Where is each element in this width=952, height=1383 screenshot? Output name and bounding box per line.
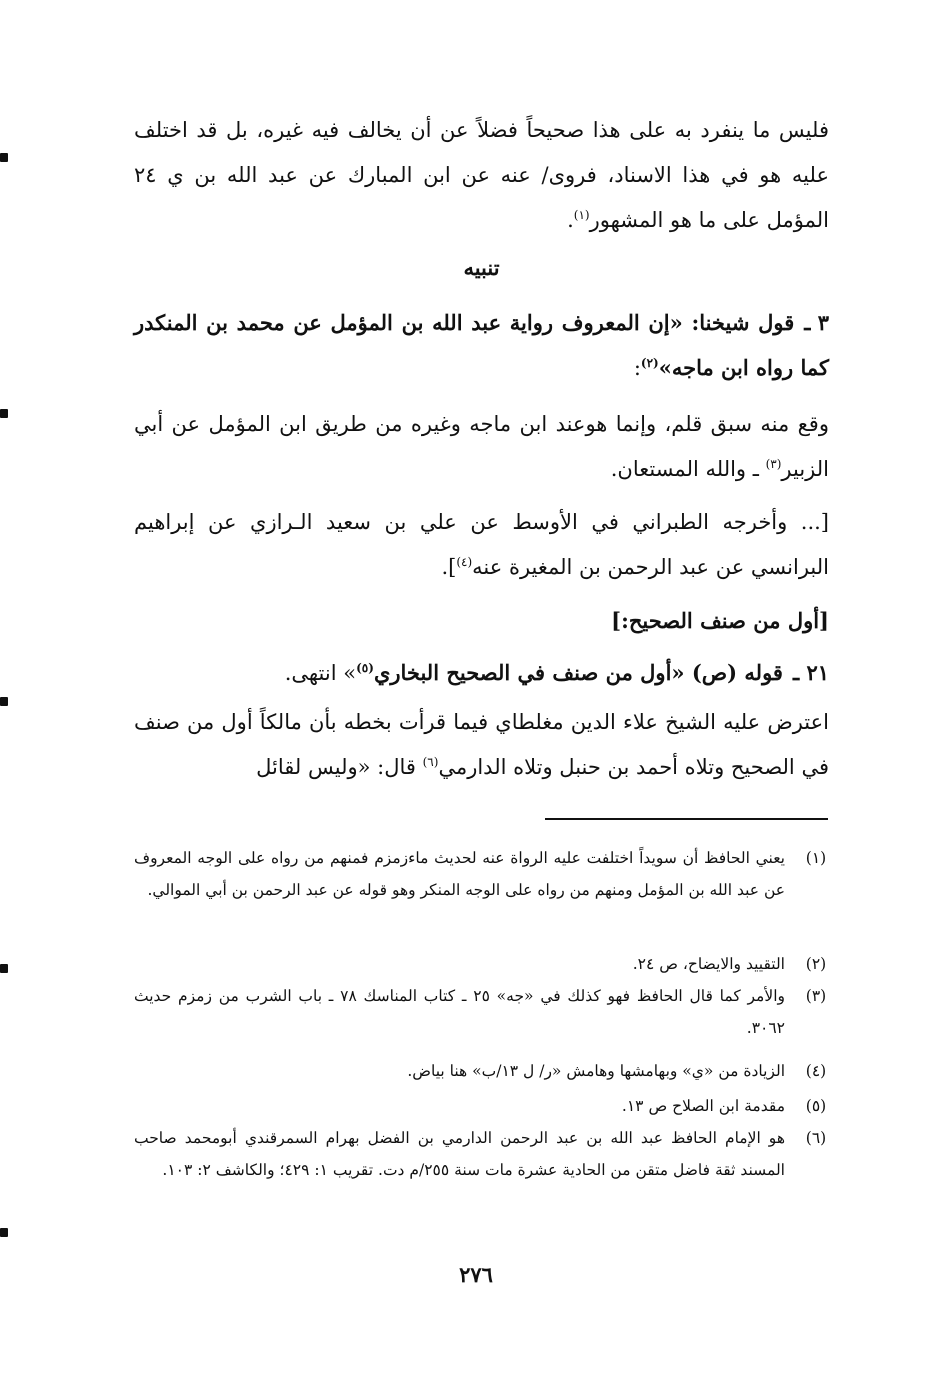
footnote-number: (٦)	[805, 1129, 827, 1147]
footnote-text: هو الإمام الحافظ عبد الله بن عبد الرحمن الدارمي بن الفضل بهرام السمرقندي أبومحمد صاحب المسند ثقة فاضل متقن من الحادية عشرة مات سنة ٢٥٥/م دت. تقريب ١: ٤٢٩؛ والكاشف ٢: ١٠٣.	[134, 1129, 785, 1179]
footnote	[134, 1090, 831, 1122]
footnote-text: مقدمة ابن الصلاح ص ١٣.	[621, 1097, 785, 1115]
footnote-ref: (٢)	[640, 356, 659, 370]
numbered-item-21: ٢١ ـقوله (ص) «أول من صنف في الصحيح البخاري$^{(٥)}$» انتهى.	[134, 650, 829, 696]
footnote	[134, 842, 831, 906]
footnote-number: (٥)	[805, 1097, 827, 1115]
section-heading: [أول من صنف الصحيح:]	[611, 608, 829, 633]
paragraph-text: فليس ما ينفرد به على هذا صحيحاً فضلاً عن أن يخالف فيه غيره، بل قد اختلف عليه هو في هذا الاسناد، فروى/ عنه عن ابن المبارك عن عبد الله بن ي ٢٤ المؤمل على ما هو المشهور	[134, 118, 829, 232]
footnote-number: (١)	[805, 849, 827, 867]
footnote-text: الزيادة من «ي» وبهامشها وهامش «ر/ ل ١٣/ب» هنا بياض.	[407, 1062, 785, 1080]
item-number: ٢١ ـ	[792, 660, 829, 685]
opening-paragraph: فليس ما ينفرد به على هذا صحيحاً فضلاً عن أن يخالف فيه غيره، بل قد اختلف عليه هو في هذا الاسناد، فروى/ عنه عن ابن المبارك عن عبد الله بن ي ٢٤ المؤمل على ما هو المشهور$^{(١)}$.	[134, 118, 829, 232]
footnote-number: (٢)	[805, 955, 827, 973]
scan-edge-mark	[0, 1228, 8, 1237]
scan-edge-mark	[0, 409, 8, 418]
scan-edge-mark	[0, 697, 8, 706]
footnote	[134, 980, 831, 1044]
scan-edge-mark	[0, 153, 8, 162]
numbered-item-3: ٣ ـقول شيخنا: «إن المعروف رواية عبد الله بن المؤمل عن محمد بن المنكدر كما رواه ابن ماجه»$^{(٢)}$:	[134, 300, 829, 391]
footnote-number: (٤)	[805, 1062, 827, 1080]
page-number: ٢٧٦	[459, 1262, 493, 1287]
footnote-ref: (٦)	[422, 755, 439, 769]
footnote	[134, 1122, 831, 1186]
scan-edge-mark	[0, 964, 8, 973]
footnote	[134, 1055, 831, 1087]
paragraph: وقع منه سبق قلم، وإنما هوعند ابن ماجه وغيره من طريق ابن المؤمل عن أبي الزبير$^{(٣)}$ ـ والله المستعان.	[134, 412, 829, 481]
footnote-ref: (١)	[573, 208, 590, 222]
footnote-separator	[545, 818, 828, 820]
paragraph: اعترض عليه الشيخ علاء الدين مغلطاي فيما قرأت بخطه بأن مالكاً أول من صنف في الصحيح وتلاه أحمد بن حنبل وتلاه الدارمي$^{(٦)}$ قال: «وليس لقائل	[134, 710, 829, 779]
footnote-number: (٣)	[805, 987, 827, 1005]
section-heading: تنبيه	[463, 255, 500, 280]
footnote	[134, 948, 831, 980]
item-number: ٣ ـ	[804, 310, 829, 335]
footnote-ref: (٤)	[456, 555, 473, 569]
footnote-text: يعني الحافظ أن سويداً اختلفت عليه الرواة عنه لحديث ماءزمزم فمنهم من رواه على الوجه المعروف عن عبد الله بن المؤمل ومنهم من رواه على الوجه المنكر وهو قوله عن عبد الرحمن بن أبي الموالي.	[134, 849, 785, 899]
footnote-text: التقييد والايضاح، ص ٢٤.	[632, 955, 785, 973]
footnote-ref: (٥)	[356, 661, 374, 675]
footnote-ref: (٣)	[765, 457, 782, 471]
paragraph: [... وأخرجه الطبراني في الأوسط عن علي بن سعيد الـرازي عن إبراهيم البرانسي عن عبد الرحمن بن المغيرة عنه$^{(٤)}$].	[134, 510, 829, 579]
footnote-text: والأمر كما قال الحافظ فهو كذلك في «جه» ٢٥ ـ كتاب المناسك ٧٨ ـ باب الشرب من زمزم حديث ٣٠٦٢.	[134, 987, 785, 1037]
